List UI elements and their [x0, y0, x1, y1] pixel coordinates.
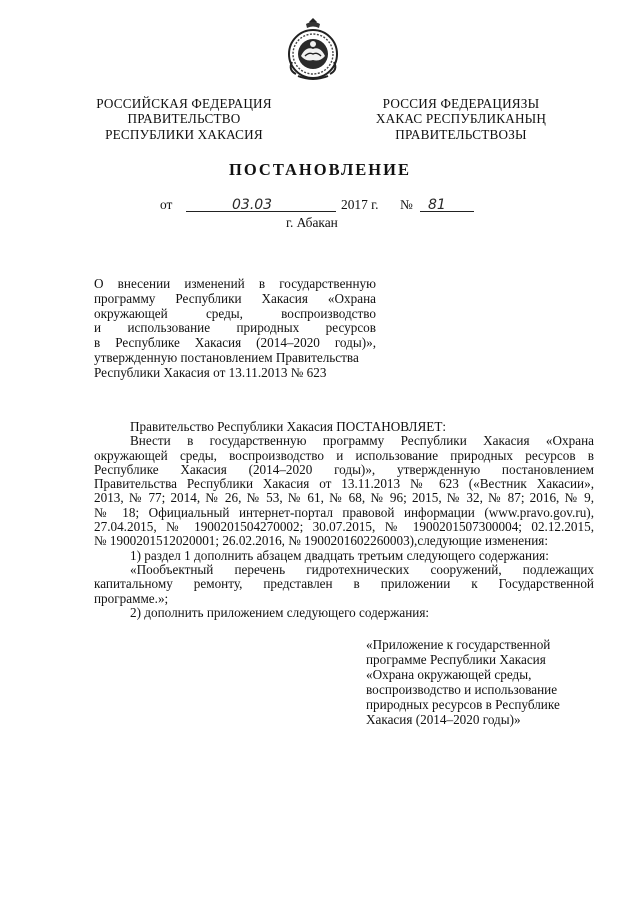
- appendix-line-2: программе Республики Хакасия: [366, 652, 546, 667]
- header-left-line-2: ПРАВИТЕЛЬСТВО: [127, 111, 241, 127]
- body-line-10: 1) раздел 1 дополнить абзацем двадцать третьим следующего содержания:: [130, 547, 549, 563]
- appendix-line-4: воспроизводство и использование: [366, 682, 558, 697]
- subject-line-7: Республики Хакасия от 13.11.2013 № 623: [94, 364, 327, 380]
- subject-line-5: в Республике Хакасия (2014–2020 годы)»,: [94, 335, 376, 351]
- body-line-14: 2) дополнить приложением следующего содержания:: [130, 604, 430, 620]
- appendix-line-3: «Охрана окружающей среды,: [366, 667, 532, 682]
- body-line-1: Правительство Республики Хакасия ПОСТАНОВЛЯЕТ:: [130, 419, 447, 434]
- body-line-9: № 1900201512020001; 26.02.2016, № 1900201602260003),следующие изменения:: [94, 533, 549, 549]
- header-left: [86, 96, 282, 142]
- header-left-line-3: РЕСПУБЛИКИ ХАКАСИЯ: [105, 126, 263, 142]
- body-line-3: окружающей среды, воспроизводство и использование природных ресурсов в: [94, 447, 594, 463]
- body-line-7: № 18; Официальный интернет-портал правовой информации (www.pravo.gov.ru),: [94, 504, 594, 520]
- coat-of-arms-emblem: [284, 16, 342, 82]
- header-right-line-3: ПРАВИТЕЛЬСТВОЗЫ: [395, 126, 527, 142]
- body-line-13: программе.»;: [94, 590, 169, 606]
- header-right: [362, 96, 560, 142]
- document-title: ПОСТАНОВЛЕНИЕ: [229, 160, 411, 179]
- subject-block: [94, 277, 376, 381]
- date-number-row: [160, 197, 490, 215]
- subject-line-2: программу Республики Хакасия «Охрана: [94, 290, 376, 306]
- body-line-5: Правительства Республики Хакасия от 13.11.2013 № 623 («Вестник Хакасии»,: [94, 476, 594, 492]
- body-text: [94, 420, 594, 620]
- header-right-line-1: РОССИЯ ФЕДЕРАЦИЯЗЫ: [382, 96, 540, 111]
- number-sign: №: [400, 197, 413, 212]
- body-line-2: Внести в государственную программу Республики Хакасия «Охрана: [130, 433, 594, 449]
- handwritten-date: 03.03: [232, 197, 273, 213]
- handwritten-number: 81: [428, 197, 446, 213]
- appendix-line-1: «Приложение к государственной: [366, 637, 551, 652]
- appendix-heading: [366, 637, 596, 727]
- body-line-12: капитальному ремонту, представлен в приложении к Государственной: [94, 576, 594, 592]
- year-text: 2017 г.: [341, 197, 379, 212]
- body-line-11: «Пообъектный перечень гидротехнических сооружений, подлежащих: [130, 561, 594, 577]
- body-line-4: Республике Хакасия (2014–2020 годы)», утвержденную постановлением: [94, 461, 594, 477]
- subject-line-3: окружающей среды, воспроизводство: [94, 305, 376, 321]
- body-line-8: 27.04.2015, № 1900201504270002; 30.07.2015, № 1900201507300004; 02.12.2015,: [94, 519, 594, 535]
- appendix-line-6: Хакасия (2014–2020 годы)»: [366, 712, 521, 727]
- date-prefix: от: [160, 197, 173, 212]
- body-line-6: 2013, № 77; 2014, № 26, № 53, № 61, № 68, № 96; 2015, № 32, № 87; 2016, № 9,: [94, 490, 594, 506]
- header-right-line-2: ХАКАС РЕСПУБЛИКАНЫҢ: [375, 111, 547, 127]
- subject-line-6: утвержденную постановлением Правительства: [94, 349, 359, 365]
- subject-line-4: и использование природных ресурсов: [94, 320, 376, 336]
- header-left-line-1: РОССИЙСКАЯ ФЕДЕРАЦИЯ: [96, 96, 272, 111]
- appendix-line-5: природных ресурсов в Республике: [366, 697, 560, 712]
- city: г. Абакан: [286, 215, 338, 230]
- subject-line-1: О внесении изменений в государственную: [94, 276, 376, 291]
